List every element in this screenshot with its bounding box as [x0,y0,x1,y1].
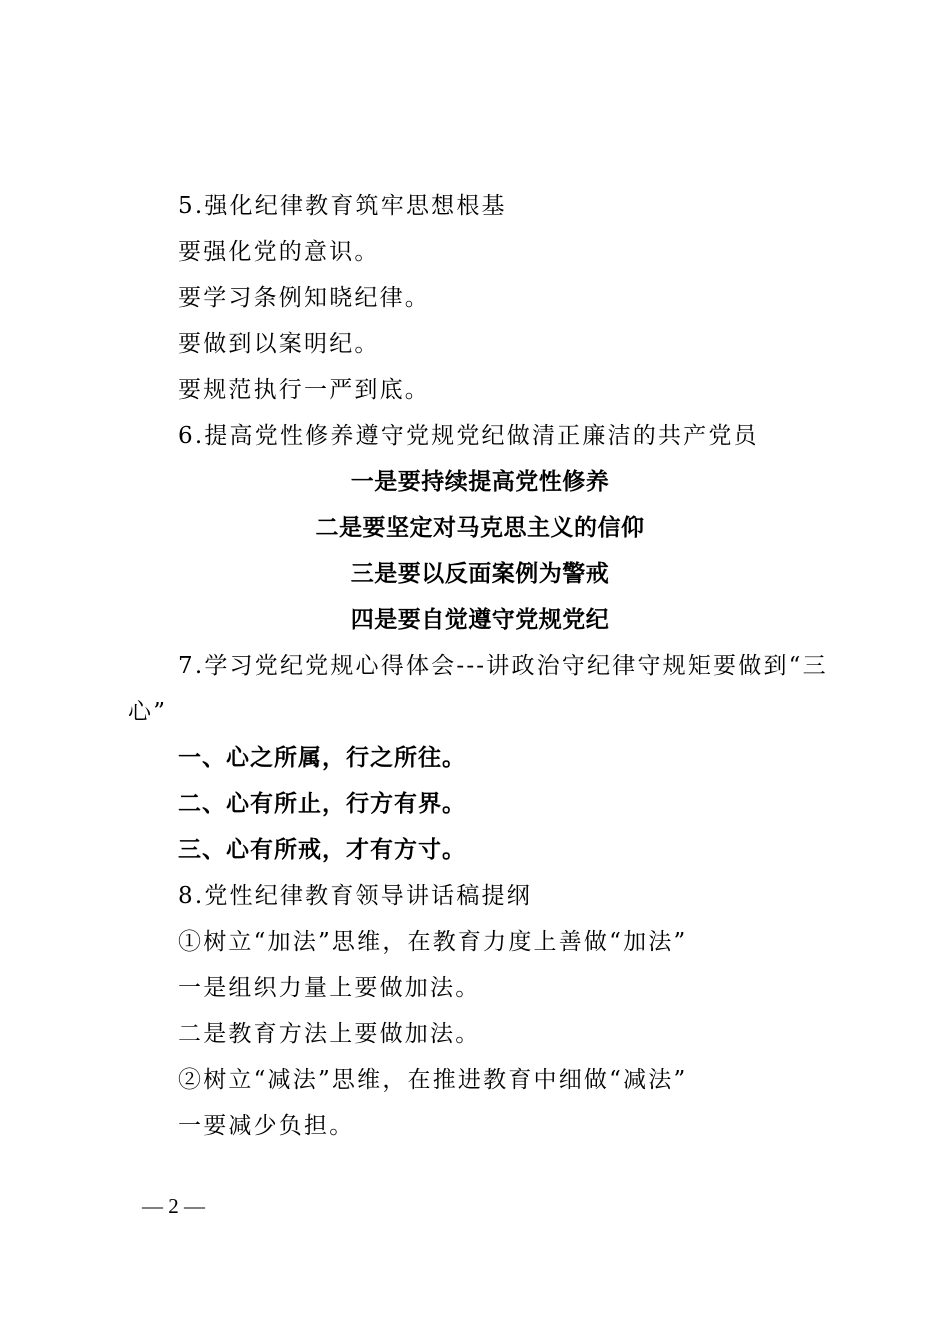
section-5-item-1: 要强化党的意识。 [178,239,380,265]
section-8-item-2: 一是组织力量上要做加法。 [178,975,481,1001]
section-8-item-4: ②树立“减法”思维，在推进教育中细做“减法” [178,1067,688,1093]
section-5-item-2: 要学习条例知晓纪律。 [178,285,430,311]
section-8-item-5: 一要减少负担。 [178,1113,355,1139]
section-6-item-2: 二是要坚定对马克思主义的信仰 [315,514,645,541]
section-7-heading-line-2: 心” [128,699,168,725]
section-8-item-1: ①树立“加法”思维，在教育力度上善做“加法” [178,929,688,955]
section-8-item-3: 二是教育方法上要做加法。 [178,1021,481,1047]
section-8-heading: 8.党性纪律教育领导讲话稿提纲 [178,883,532,909]
section-6-item-4: 四是要自觉遵守党规党纪 [350,606,610,633]
section-6-heading: 6.提高党性修养遵守党规党纪做清正廉洁的共产党员 [178,423,759,449]
section-5-item-3: 要做到以案明纪。 [178,331,380,357]
section-6-item-3: 三是要以反面案例为警戒 [350,560,610,587]
section-7-item-3: 三、心有所戒，才有方寸。 [178,837,466,863]
section-5-item-4: 要规范执行一严到底。 [178,377,430,403]
section-7-heading-line-1: 7.学习党纪党规心得体会---讲政治守纪律守规矩要做到“三 [178,653,828,679]
page-number: — 2 — [142,1194,205,1218]
section-7-item-2: 二、心有所止，行方有界。 [178,791,466,817]
section-5-heading: 5.强化纪律教育筑牢思想根基 [178,193,507,219]
section-7-item-1: 一、心之所属，行之所往。 [178,745,466,771]
section-6-item-1: 一是要持续提高党性修养 [350,468,610,495]
